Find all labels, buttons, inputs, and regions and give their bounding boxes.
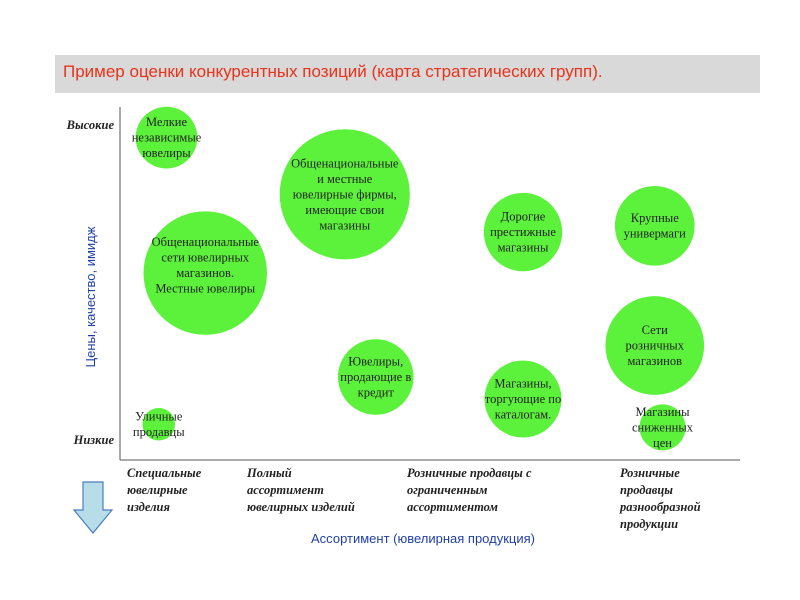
- bubble-label: Общенациональные и местные ювелирные фирмы, имеющие свои магазины: [291, 156, 399, 233]
- x-category-label: Полный ассортимент ювелирных изделий: [247, 466, 355, 514]
- x-category-label: Розничные продавцы с ограниченным ассортиментом: [407, 466, 532, 514]
- down-arrow-icon: [74, 482, 112, 533]
- bubble-label: Мелкие независимые ювелиры: [131, 115, 202, 161]
- x-axis-title: Ассортимент (ювелирная продукция): [311, 531, 535, 546]
- bubble-label: Магазины, торгующие по каталогам.: [484, 376, 562, 422]
- bubble-label: Дорогие престижные магазины: [490, 209, 556, 255]
- y-tick-label: Высокие: [66, 118, 114, 132]
- bubble-label: Уличные продавцы: [132, 409, 185, 439]
- bubble-label: Сети розничных магазинов: [625, 323, 684, 368]
- chart-title: Пример оценки конкурентных позиций (карта стратегических групп).: [63, 62, 603, 81]
- bubble-label: Общенациональные сети ювелирных магазинов. Местные ювелиры: [151, 235, 259, 296]
- y-axis-title: Цены, качество, имидж: [83, 226, 98, 368]
- x-category-label: Розничные продавцы разнообразной продукции: [620, 466, 701, 531]
- y-tick-label: Низкие: [73, 433, 114, 447]
- bubble-label: Магазины сниженных цен: [632, 404, 693, 450]
- bubble-label: Крупные универмаги: [623, 211, 686, 241]
- bubble-label: Ювелиры, продающие в кредит: [340, 354, 412, 400]
- x-category-label: Специальные ювелирные изделия: [127, 466, 202, 514]
